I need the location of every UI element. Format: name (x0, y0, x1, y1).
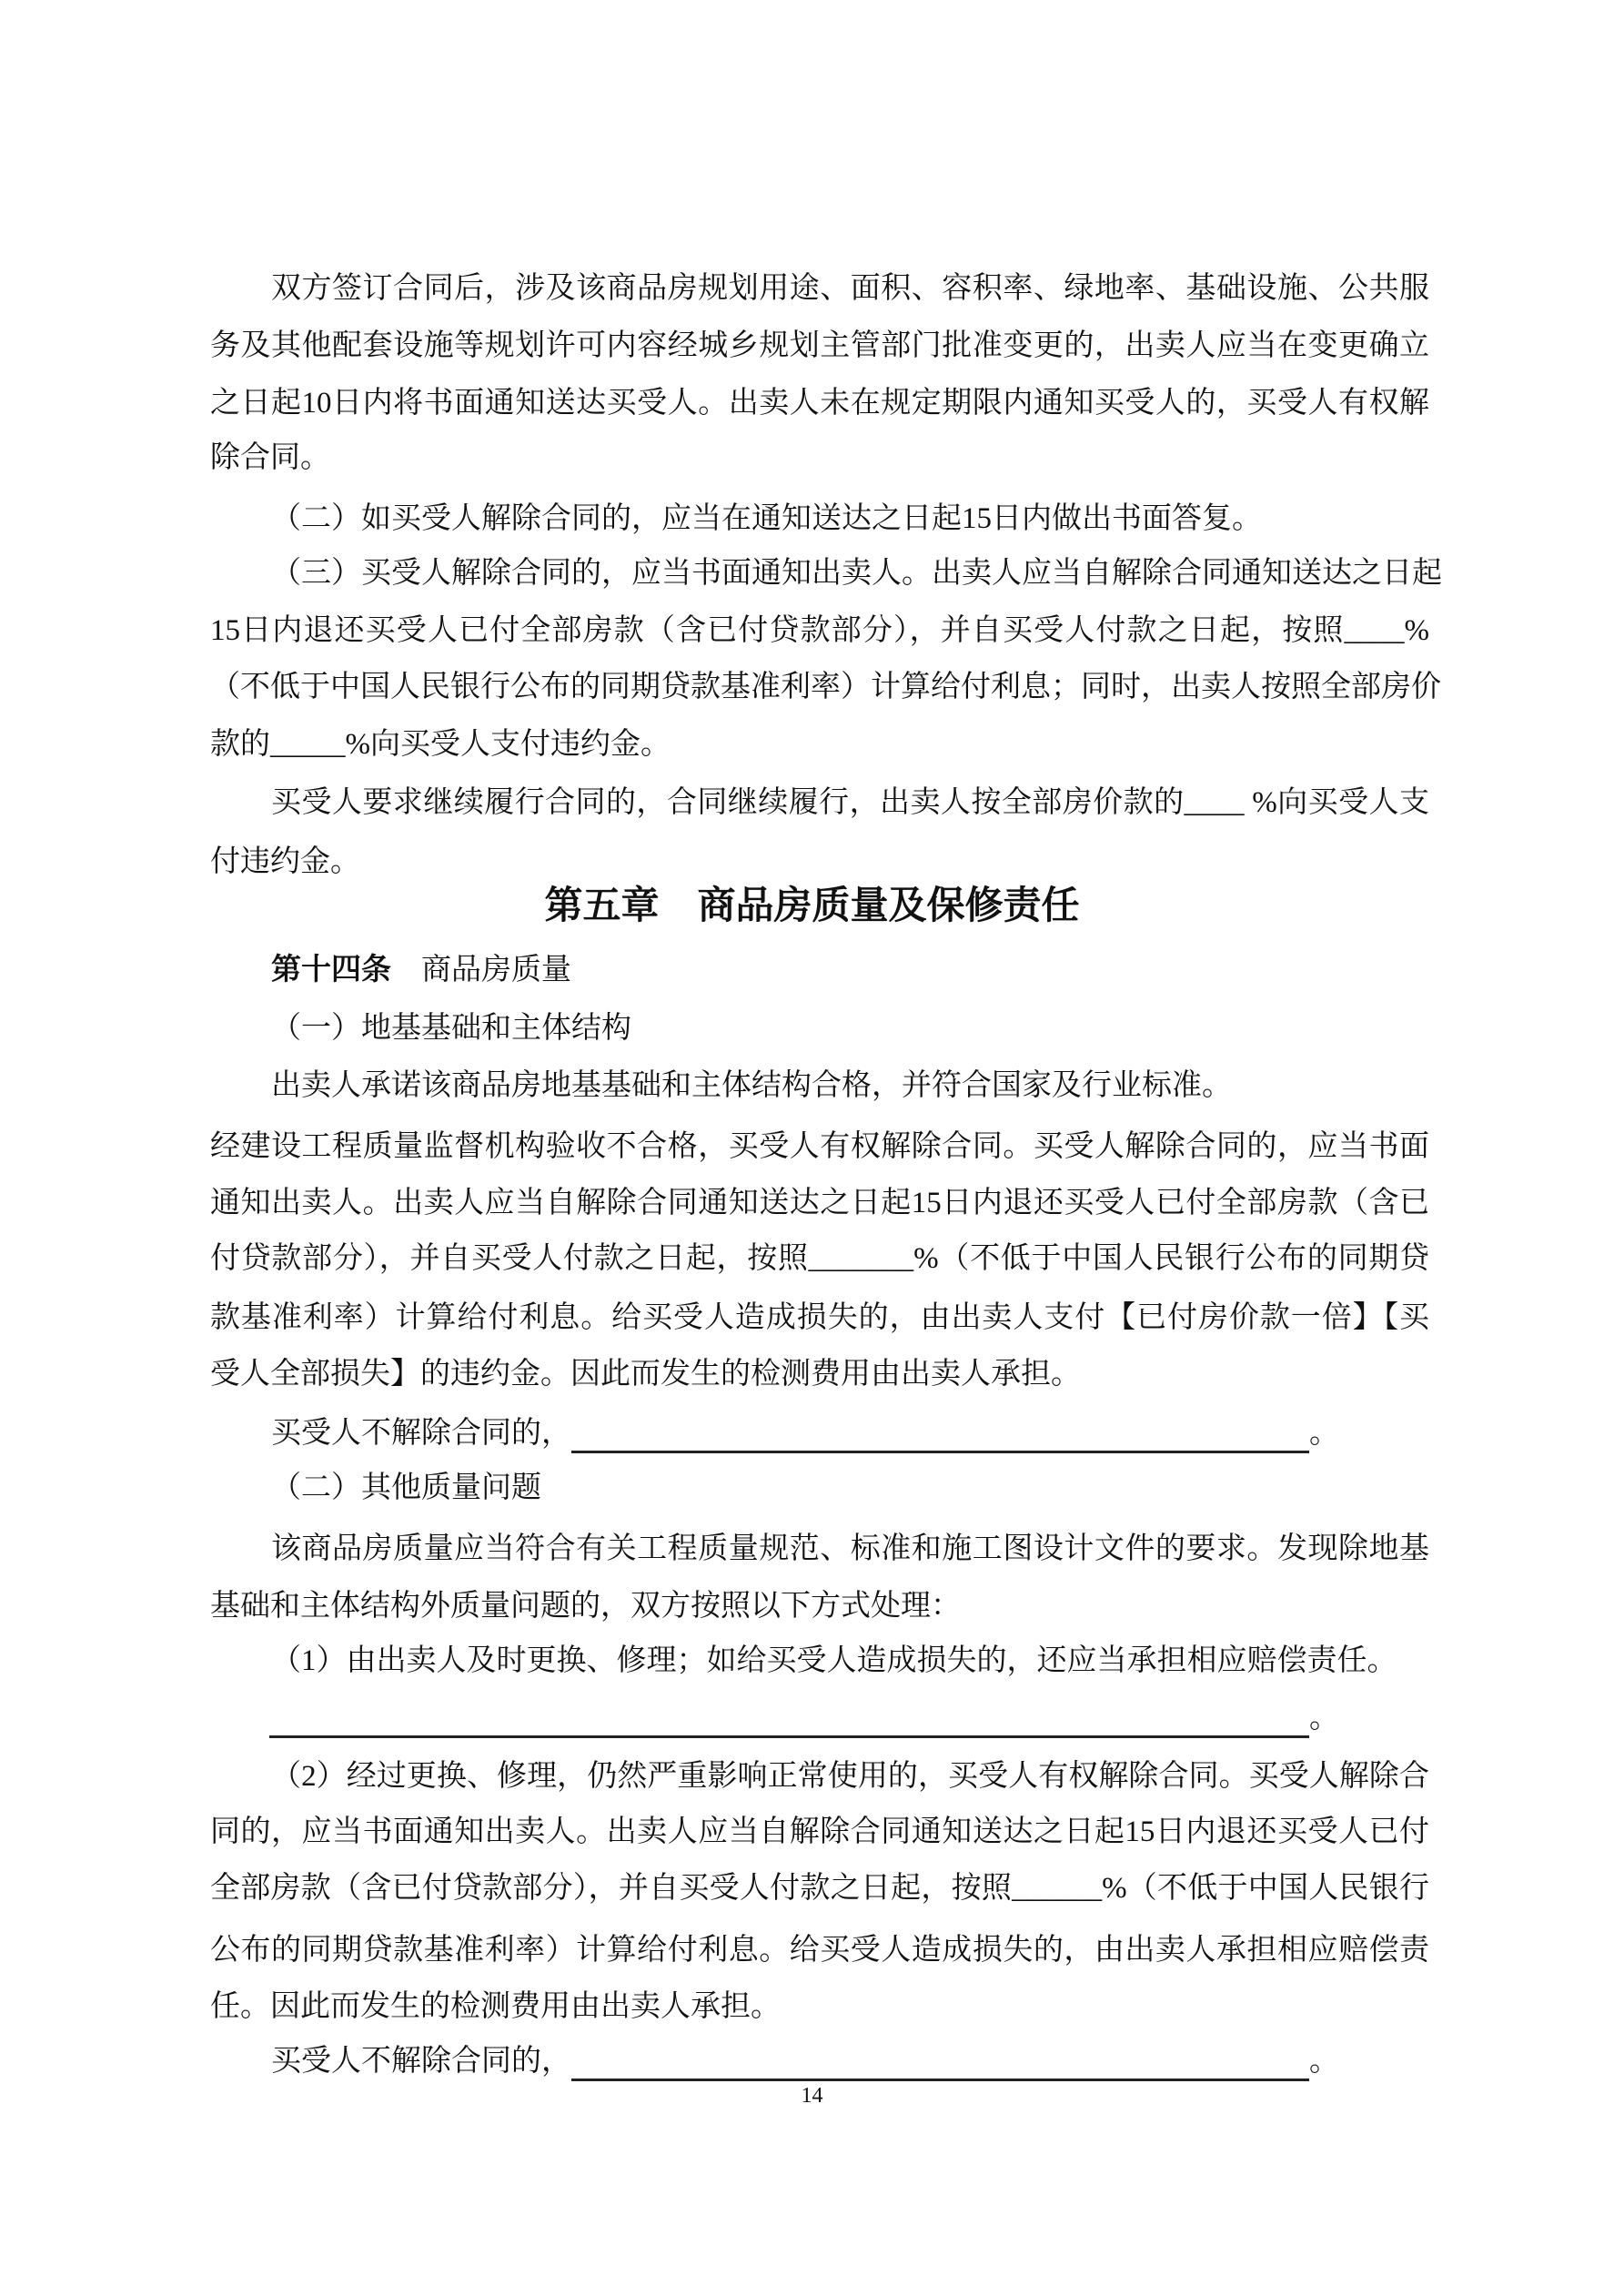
article-title: 商品房质量 (391, 954, 571, 986)
body-line: 除合同。 (210, 441, 330, 474)
body-line: （不低于中国人民银行公布的同期贷款基准利率）计算给付利息；同时，出卖人按照全部房价 (210, 671, 1441, 703)
body-line: 经建设工程质量监督机构验收不合格，买受人有权解除合同。买受人解除合同的，应当书面 (210, 1130, 1429, 1163)
body-line: 买受人要求继续履行合同的，合同继续履行，出卖人按全部房价款的____ %向买受人支 (271, 786, 1429, 819)
body-line: 款的_____%向买受人支付违约金。 (210, 728, 671, 761)
body-line: （三）买受人解除合同的，应当书面通知出卖人。出卖人应当自解除合同通知送达之日起 (271, 557, 1442, 590)
body-line: 同的，应当书面通知出卖人。出卖人应当自解除合同通知送达之日起15日内退还买受人已付 (210, 1816, 1429, 1848)
body-line: 款基准利率）计算给付利息。给买受人造成损失的，由出卖人支付【已付房价款一倍】【买 (210, 1301, 1429, 1334)
body-line: 受人全部损失】的违约金。因此而发生的检测费用由出卖人承担。 (210, 1358, 1081, 1391)
period: 。 (1309, 1702, 1339, 1735)
body-line: 通知出卖人。出卖人应当自解除合同通知送达之日起15日内退还买受人已付全部房款（含已 (210, 1187, 1429, 1219)
fill-in-blank[interactable] (571, 1418, 1309, 1453)
body-line: （1）由出卖人及时更换、修理；如给买受人造成损失的，还应当承担相应赔偿责任。 (271, 1644, 1397, 1677)
body-line: 任。因此而发生的检测费用由出卖人承担。 (210, 1990, 781, 2023)
period: 。 (1309, 2045, 1339, 2078)
body-line: （二）如买受人解除合同的，应当在通知送达之日起15日内做出书面答复。 (271, 502, 1262, 535)
fill-in-blank[interactable] (269, 1703, 1309, 1738)
body-line: （2）经过更换、修理，仍然严重影响正常使用的，买受人有权解除合同。买受人解除合 (271, 1760, 1429, 1793)
article-number: 第十四条 (271, 951, 391, 986)
body-line: 务及其他配套设施等规划许可内容经城乡规划主管部门批准变更的，出卖人应当在变更确立 (210, 329, 1429, 362)
body-line: 出卖人承诺该商品房地基基础和主体结构合格，并符合国家及行业标准。 (271, 1069, 1232, 1102)
fill-in-label: 买受人不解除合同的， (271, 1417, 571, 1450)
body-line: 该商品房质量应当符合有关工程质量规范、标准和施工图设计文件的要求。发现除地基 (271, 1532, 1429, 1565)
fill-in-blank[interactable] (571, 2046, 1309, 2081)
chapter-heading: 第五章 商品房质量及保修责任 (544, 883, 1080, 927)
section-heading: （一）地基基础和主体结构 (271, 1012, 631, 1045)
body-line: 15日内退还买受人已付全部房款（含已付贷款部分），并自买受人付款之日起，按照____% (210, 614, 1429, 647)
page-number: 14 (801, 2084, 823, 2108)
section-heading: （二）其他质量问题 (271, 1472, 541, 1504)
fill-in-line (271, 2041, 1429, 2081)
article-heading (271, 949, 1429, 989)
fill-in-line (271, 1413, 1429, 1453)
period: 。 (1309, 1417, 1339, 1450)
body-line: 之日起10日内将书面通知送达买受人。出卖人未在规定期限内通知买受人的，买受人有权解 (210, 387, 1429, 420)
body-line: 基础和主体结构外质量问题的，双方按照以下方式处理： (210, 1590, 961, 1623)
body-line: 付贷款部分），并自买受人付款之日起，按照_______%（不低于中国人民银行公布的同期贷 (210, 1242, 1429, 1275)
body-line: 全部房款（含已付贷款部分），并自买受人付款之日起，按照______%（不低于中国人民银行 (210, 1872, 1429, 1905)
fill-in-line (269, 1698, 1488, 1738)
body-line: 公布的同期贷款基准利率）计算给付利息。给买受人造成损失的，由出卖人承担相应赔偿责 (210, 1934, 1429, 1967)
fill-in-label: 买受人不解除合同的， (271, 2045, 571, 2078)
body-line: 付违约金。 (210, 845, 360, 878)
body-line: 双方签订合同后，涉及该商品房规划用途、面积、容积率、绿地率、基础设施、公共服 (271, 272, 1429, 305)
